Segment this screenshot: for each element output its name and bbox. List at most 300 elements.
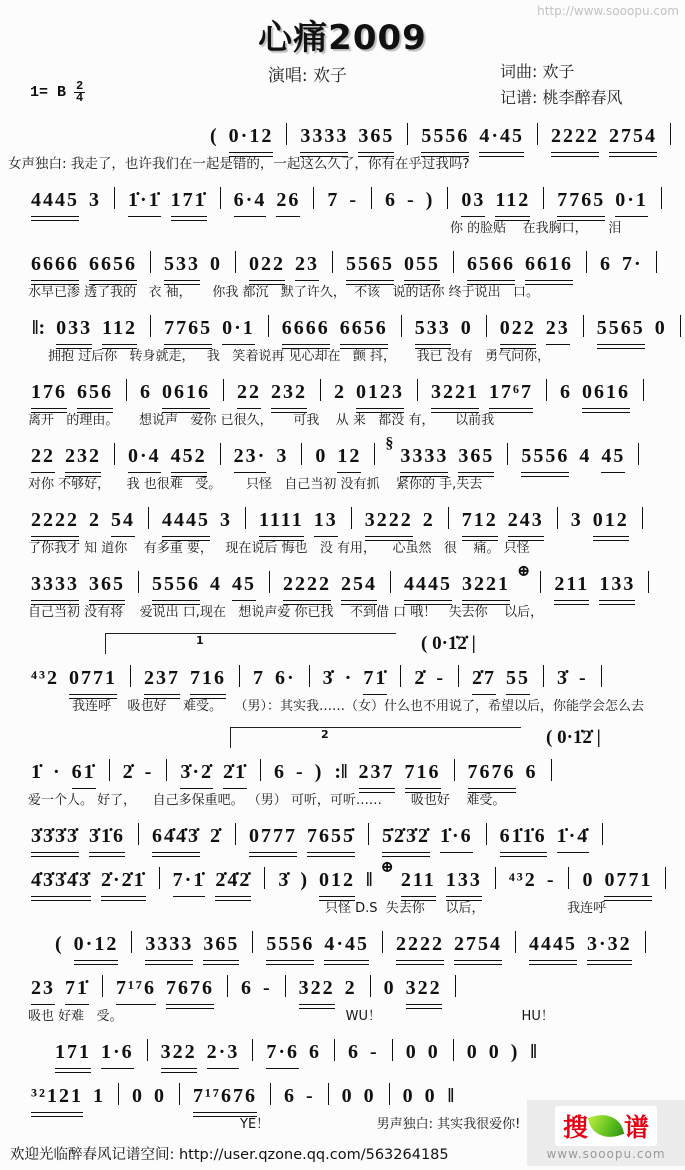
note-group: 0771 [69,663,117,695]
note-group: - [436,667,446,689]
note-group: 3222 [365,505,413,537]
note-group: 5565 [346,249,394,281]
notation-line [0,249,685,281]
note-group: 237 [359,757,395,789]
note-group: ( [210,125,219,147]
barline [507,443,508,465]
note-group: 2222 [283,569,331,601]
barline [239,665,240,687]
barline [313,187,314,209]
note-group: 7655̇ [307,821,355,853]
lyric-line: 自己当初 没有将 爱说出 口,现在 想说声爱 你已找 不到借 口 哦！ 失去你 以后， [28,605,544,620]
barline [583,315,584,337]
note-group: 2754 [454,929,502,961]
barline [370,975,371,997]
barline [269,571,270,593]
note-group: 7· [622,253,643,275]
barline [285,975,286,997]
barline [601,665,602,687]
barline [334,1039,335,1061]
note-group: 2̇1̇ [223,757,247,789]
note-group: 64̇4̇3̇ [152,821,200,853]
note-group: 3 [276,445,289,467]
notation-line [0,313,685,345]
barline [270,1083,271,1105]
barline [220,443,221,465]
note-group: 3333 [145,929,193,961]
note-group: 1·6 [101,1037,134,1069]
note-group: 3221 [431,377,479,409]
segno-icon: § [385,435,394,452]
note-group: 022 [249,249,285,281]
lyric-line: 你 的脸贴 在我胸口， 泪 [450,221,622,236]
note-group: 0·12 [74,929,119,961]
volta-row [105,633,685,663]
barline [642,507,643,529]
barline [245,507,246,529]
note-group: · [53,761,62,783]
note-group: 533 [164,249,200,281]
note-group: 7676 [166,973,214,1005]
note-group: 0123 [356,377,404,409]
note-group: 452 [171,441,207,473]
note-group: 0 [466,1041,479,1063]
note-group: 22 [31,441,55,473]
notation-line [0,973,685,1005]
note-group: 6· [275,667,296,689]
time-numerator: 2 [76,79,84,93]
barline [392,1039,393,1061]
barline [268,315,269,337]
barline [586,251,587,273]
barline [371,187,372,209]
note-group: - [306,1085,315,1107]
note-group: 716 [405,757,441,789]
note-group: 232 [271,377,307,409]
note-group: 03 [461,185,485,217]
double-barline: ‖ [447,1085,455,1107]
barline [486,315,487,337]
note-group: - [579,667,588,689]
note-group: 4̇3̇3̇4̇3̇ [31,865,91,897]
barline [645,931,646,953]
note-group: 211 [554,569,589,601]
note-group: 3̇ [278,869,291,891]
note-group: 3̇ [322,667,335,689]
note-group: 6666 [31,249,79,281]
note-group: 4445 [529,929,577,961]
notation-line [0,1037,685,1069]
note-group: 7765 [557,185,605,217]
note-group: - [296,761,305,783]
note-group: 0 [363,1085,376,1107]
logo-url: www.sooopu.com [546,1146,666,1161]
note-group: 4 [210,573,222,595]
lyric-line: 女声独白: 我走了，也许我们在一起是错的，一起这么久了，你有在乎过我吗? [8,156,470,172]
barline [235,251,236,273]
note-group: 23 [295,249,319,281]
note-group: 6·4 [234,185,267,217]
volta-row [230,727,685,757]
barline [223,379,224,401]
note-group: 133 [446,865,482,897]
note-group: ⁴³2 [508,869,537,891]
note-group: 2 [334,381,346,403]
note-group: 2̇ [414,667,427,689]
lyric-line: 我连呼 吸也好 难受。 （男）：其实我……（女）什么也不用说了，希望以后，你能学会怎么去 [72,699,644,714]
score-system [0,505,685,557]
lyric-line: YE！ 男声独白: 其实我很爱你! [240,1117,521,1132]
volta-bracket: 2 [230,727,521,748]
note-group: 3̇·2̇ [180,757,213,789]
note-group: 4 [579,445,592,467]
key-time-signature [30,81,85,104]
note-group: 71̇ [363,663,387,695]
note-group: 6656 [340,313,388,345]
note-group: 022 [500,313,536,345]
note-group: - [370,1041,379,1063]
note-group: 5556 [152,569,200,601]
barline [320,379,321,401]
lyric-line: 水早已渗 透了我的 衣 袖， 你我 都沉 默了许久， 不该 说的话你 终于说出 口。 [28,285,540,300]
note-group: 0771 [604,865,652,897]
score-system [0,185,685,237]
logo-char-sou: 搜 [562,1112,588,1142]
pickup-notes: ( 0·1̇2̇ | [546,727,601,748]
barline [453,251,454,273]
note-group: 112 [495,185,530,217]
note-group: 2222 [396,929,444,961]
note-group: 4445 [162,505,210,537]
credit-block [500,59,622,111]
note-group: 2̇4̇2̇ [215,865,251,897]
note-group: 71̇ [65,973,89,1005]
sooopu-logo [527,1100,685,1166]
note-group: 322 [406,973,442,1005]
note-group: 4445 [31,185,79,217]
composer-credit: 词曲: 欢子 [500,62,575,81]
barline [638,443,639,465]
barline [114,443,115,465]
note-group: ) [510,1041,520,1063]
barline [400,665,401,687]
barline [665,867,666,889]
note-group: 1̇·6 [440,821,473,853]
barline [382,931,383,953]
barline [131,931,132,953]
double-barline: ‖ [366,869,373,891]
barline [150,251,151,273]
note-group: - [407,189,416,211]
note-group: 033 [56,313,92,345]
barline [454,759,455,781]
barline [252,931,253,953]
barline [227,975,228,997]
note-group: 22 [237,377,261,409]
note-group: 6 [560,381,572,403]
barline [515,931,516,953]
barline [102,975,103,997]
barline [235,823,236,845]
note-group: 171 [55,1037,91,1069]
note-group: 4·45 [479,121,524,153]
note-group: 23 [546,313,570,345]
barline [126,379,127,401]
lyric-line: 了你我才 知 道你 有多重 要， 现在说后 悔也 没 有用， 心虽然 很 痛。 只怪 [28,541,530,556]
notation-line [0,121,685,153]
note-group: 211 [401,865,436,897]
note-group: 3̇1̇6 [89,821,125,853]
footer-note: 欢迎光临醉春风记谱空间: http://user.qzone.qq.com/563264185 [10,1147,449,1163]
note-group: 3 [220,509,232,531]
note-group: 3333 [31,569,79,601]
note-group: - [144,761,154,783]
note-group: 2 [422,509,435,531]
performer-credit: 演唱: 欢子 [267,66,348,86]
note-group: 3 [570,509,583,531]
barline [159,867,160,889]
score-system [0,633,685,715]
note-group: 012 [593,505,629,537]
note-group: 322 [161,1037,197,1069]
note-group: 656 [77,377,113,409]
header-credits [0,59,685,117]
note-group: 45 [601,441,625,473]
note-group: 6 [525,761,538,783]
barline [148,507,149,529]
barline [166,759,167,781]
barline [368,823,369,845]
note-group: 2754 [609,121,657,153]
note-group: - [349,189,359,211]
note-group: 7 [327,189,340,211]
score-system [0,121,685,173]
notation-line [0,821,685,853]
note-group: 3221 [462,569,510,601]
barline [114,187,115,209]
notation-line [0,377,685,409]
barline [486,823,487,845]
barline [543,665,544,687]
barline [602,823,603,845]
note-group: 5565 [597,313,645,345]
note-group: 5556 [521,441,569,473]
note-group: 3̇3̇3̇3̇ [31,821,79,853]
note-group: 0 [341,1085,354,1107]
note-group: ( [55,933,64,955]
note-group: 6 [241,977,253,999]
notation-line [0,505,685,537]
note-group: 6 [385,189,398,211]
note-group: 6 [600,253,612,275]
barline [447,187,448,209]
barline [286,123,287,145]
note-group: 365 [89,569,125,601]
note-group: 0616 [162,377,210,409]
barline [455,975,456,997]
score-system [0,821,685,853]
note-group: 716 [190,663,226,695]
barline [138,823,139,845]
note-group: 2222 [551,121,599,153]
barline [557,507,558,529]
note-group: 0 [460,317,473,339]
barline [220,187,221,209]
note-group: 17⁶7 [489,377,533,409]
barline [643,379,644,401]
barline [448,507,449,529]
note-group: 13 [314,505,338,537]
note-group: 0 [424,1085,437,1107]
note-group: 2·3 [207,1037,240,1069]
lyric-line: 拥抱 过后你 转身就走， 我 笑着说再 见心却在 颤 抖， 我已 没有 勇气问你， [48,349,551,364]
barline [328,1083,329,1105]
note-group: 012 [319,865,355,897]
note-group: 6 [140,381,152,403]
note-group: 55 [506,663,530,695]
barline [401,315,402,337]
barline [546,379,547,401]
note-group: 0·12 [229,121,274,153]
note-group: 055 [404,249,440,281]
barline [264,867,265,889]
transcriber-credit: 记谱: 桃李醉春风 [500,88,623,107]
lyric-line: 吸也 好难 受。 WU！ HU！ [28,1009,554,1024]
score-system [0,929,685,961]
notation-line [0,435,685,473]
notation-line [0,859,685,897]
barline [332,251,333,273]
lyric-line: 爱一个人。 好了， 自己多保重吧。 （男） 可听，可听…… 吸也好 难受。 [28,793,506,808]
note-group: 3333 [300,121,348,153]
barline [656,251,657,273]
note-group: 7¹⁷6 [116,973,156,1005]
barline [680,315,681,337]
note-group: 54 [111,505,135,537]
note-group: 1̇·4̇ [557,821,590,853]
note-group: 7676 [468,757,516,789]
score-system [0,727,685,809]
note-group: 3̇ [557,667,570,689]
notation-line [0,757,685,789]
barline [138,571,139,593]
time-signature [74,81,85,104]
barline [351,507,352,529]
note-group: 26 [276,185,300,217]
barline [551,759,552,781]
note-group: 61̇ [72,757,96,789]
barline [453,1039,454,1061]
note-group: 322 [299,973,335,1005]
note-group: 243 [508,505,544,537]
barline [309,665,310,687]
note-group: 6 [348,1041,361,1063]
note-group: 2222 [31,505,79,537]
note-group: 3333 [400,441,448,473]
note-group: 0 [405,1041,418,1063]
note-group: 1̇·1̇ [128,185,161,217]
barline [540,571,541,593]
note-group: 2̇ [210,825,222,847]
barline [407,123,408,145]
note-group: 6 [274,761,287,783]
barline [648,571,649,593]
barline [390,571,391,593]
note-group: ) [314,761,324,783]
note-group: 1 [93,1085,105,1107]
score-system [0,435,685,493]
note-group: 6656 [89,249,137,281]
note-group: 0·1 [222,313,255,345]
note-group: 45 [232,569,256,601]
score-system [0,973,685,1025]
note-group: 61̇1̇6 [500,821,547,853]
lyric-line: 对你 不够好， 我 也很难 受。 只怪 自己当初 没有抓 紧你的 手,失去 [28,477,483,492]
note-group: 0616 [582,377,630,409]
barline [109,759,110,781]
barline [670,123,671,145]
note-group: 0777 [249,821,297,853]
note-group: 712 [462,505,498,537]
note-group: 365 [358,121,394,153]
note-group: 112 [102,313,137,345]
note-group: 171̇ [171,185,207,217]
note-group: 6666 [282,313,330,345]
note-group: 2 [344,977,357,999]
note-group: 1111 [259,505,304,537]
note-group: ³²121 [31,1081,83,1113]
score-system [0,859,685,917]
barline [147,1039,148,1061]
score-system [0,1037,685,1069]
note-group: 1̇ [31,761,43,783]
pickup-notes: ( 0·1̇2̇ | [421,633,476,654]
barline [252,1039,253,1061]
barline [417,379,418,401]
note-group: 5556 [421,121,469,153]
note-group: 176 [31,377,67,409]
barline [130,665,131,687]
note-group: 2 [89,509,101,531]
score-system [0,313,685,365]
barline [179,1083,180,1105]
note-group: 0 [402,1085,415,1107]
note-group: 6566 [467,249,515,281]
note-group: 0 [427,1041,440,1063]
lyric-line: 离开 的理由。 想说声 爱你 已很久， 可我 从 来 都没 有， 以前我 [28,413,495,428]
double-barline: ‖: [32,317,46,339]
note-group: 232 [65,441,101,473]
score [0,121,685,1133]
note-group: 7765 [164,313,212,345]
barline [568,867,569,889]
note-group: 12 [337,441,361,473]
note-group: 7·1̇ [173,865,206,897]
note-group: - [263,977,272,999]
note-group: 533 [415,313,451,345]
double-barline: :‖ [334,761,348,783]
note-group: 365 [458,441,494,473]
note-group: 0 [383,977,396,999]
notation-line [0,663,685,695]
barline [661,187,662,209]
logo-characters [555,1106,657,1146]
note-group: - [546,869,556,891]
note-group: 2̇7 [472,663,496,695]
note-group: 4445 [404,569,452,601]
note-group: 237 [144,663,180,695]
barline [458,665,459,687]
